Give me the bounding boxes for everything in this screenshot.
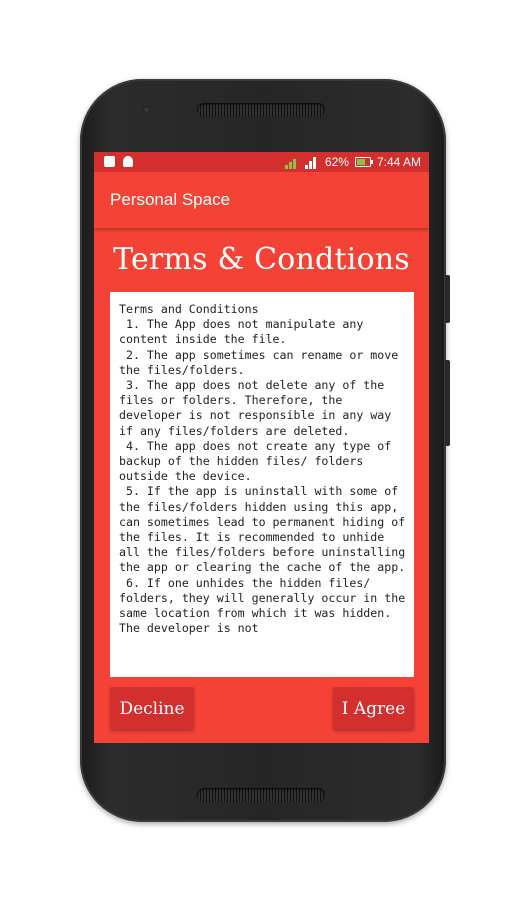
- status-time: 7:44 AM: [376, 155, 421, 169]
- status-right: [285, 155, 421, 169]
- power-button: [445, 275, 450, 323]
- volume-button: [445, 360, 450, 446]
- battery-percent: 62%: [324, 155, 349, 169]
- status-bar: [94, 152, 429, 172]
- signal-icon: [285, 156, 299, 169]
- status-left-icons: [104, 156, 133, 167]
- earpiece-speaker: [197, 103, 325, 117]
- screen: [94, 152, 429, 743]
- front-camera-icon: [143, 106, 150, 113]
- terms-scroll-box[interactable]: [110, 292, 414, 677]
- cell-signal-icon: [305, 156, 319, 169]
- decline-button[interactable]: Decline: [110, 687, 194, 729]
- agree-button[interactable]: I Agree: [333, 687, 414, 729]
- app-title: Personal Space: [110, 190, 231, 209]
- app-bar: [94, 172, 429, 228]
- page-title: Terms & Condtions: [113, 242, 410, 277]
- android-icon: [123, 156, 133, 167]
- battery-icon: [355, 157, 371, 167]
- bottom-speaker: [197, 788, 325, 802]
- terms-text: Terms and Conditions 1. The App does not manipulate any content inside the file. 2. The app sometimes can rename or move the files/folders. 3. The app does not delete any of the files or folders. Therefore, the developer is not responsible in any way if any files/folders are deleted. 4. The app does not create any type of backup of the hidden files/ folders outside the device. 5. If the app is uninstall with some of the files/folders hidden using this app, can sometimes lead to permanent hiding of the files. It is recommended to unhide all the files/folders before uninstalling the app or clearing the cache of the app. 6. If one unhides the hidden files/ folders, they will generally occur in the same location from which it was hidden. The developer is not: [119, 302, 406, 636]
- notification-icon: [104, 156, 115, 167]
